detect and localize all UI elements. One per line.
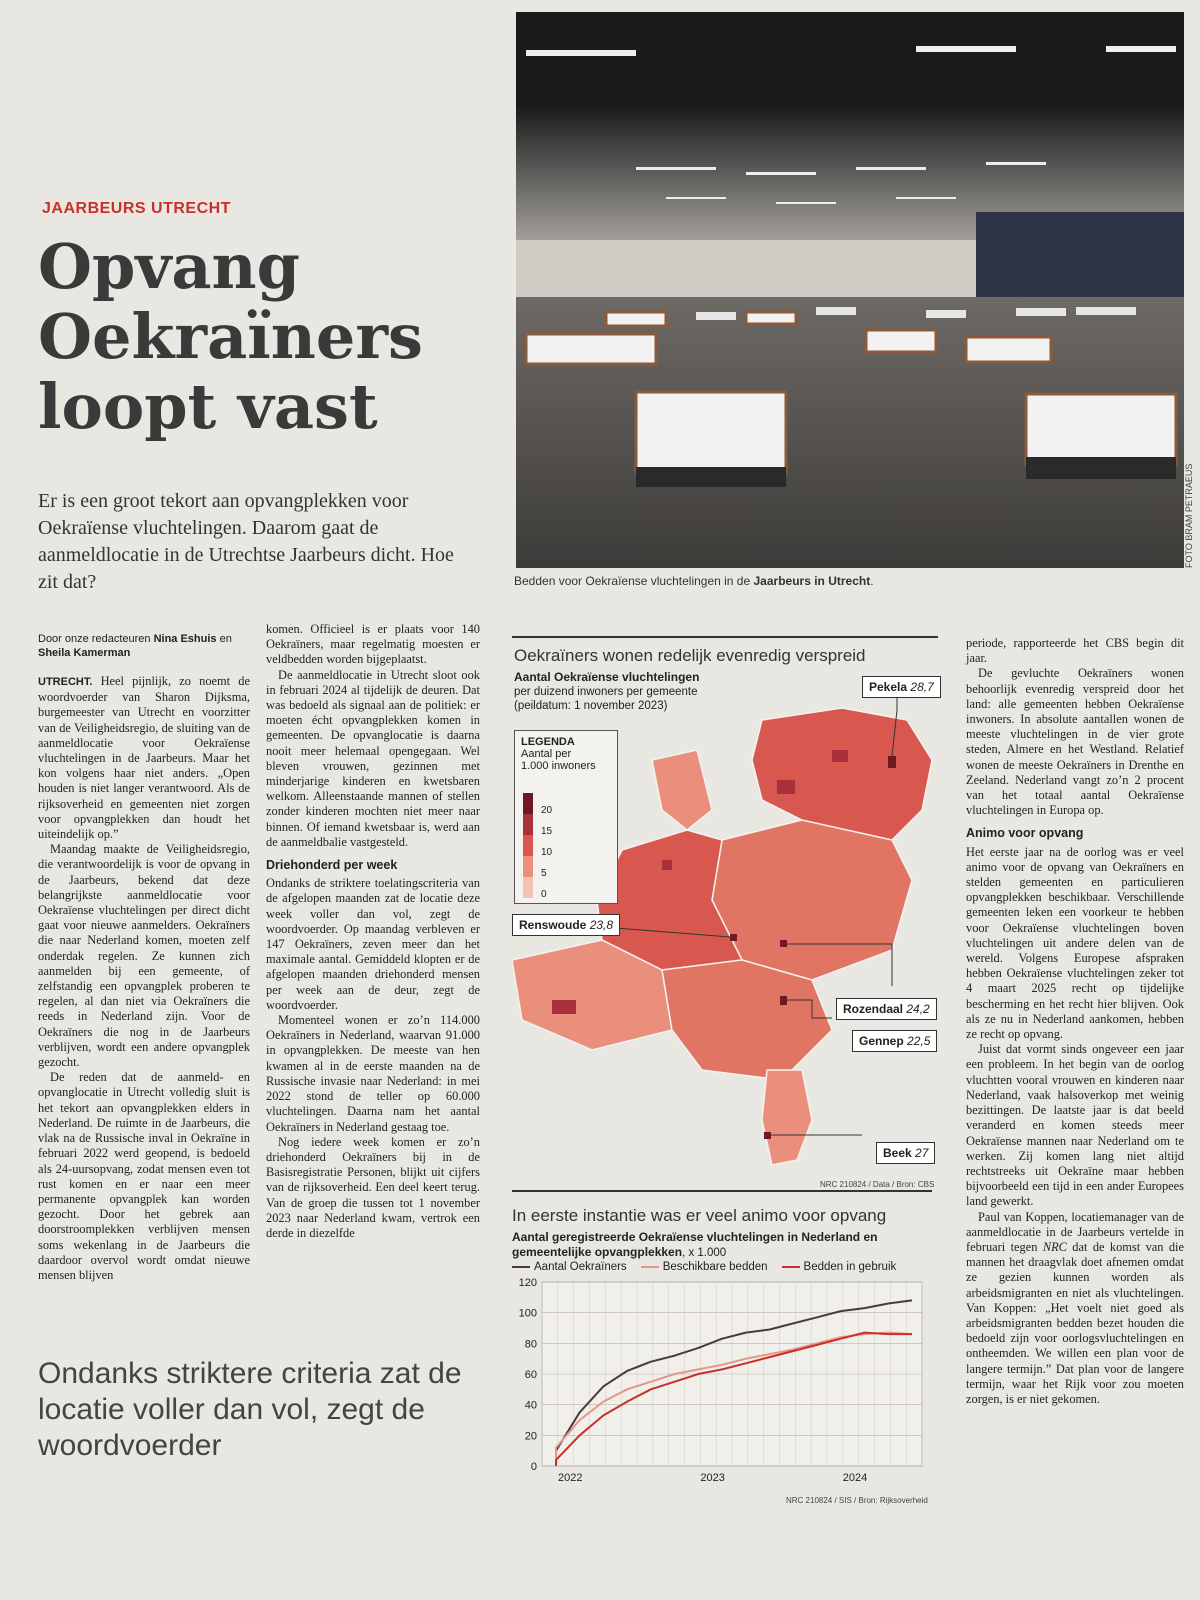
callout-value: 28,7 — [910, 680, 934, 694]
article-column-3 — [966, 636, 1184, 1407]
legend-entry — [641, 1261, 768, 1273]
y-tick-label: 100 — [518, 1307, 537, 1320]
paragraph-text: dat de komst van die mannen het draagvlak doet afnemen omdat ze gezien kunnen worden als arbeidsmigranten en niet als vluchtelingen. Van Koppen: „Het voelt niet goed als arbeidsmigranten bedden bezet houden die bedoeld zijn voor oorlogsvluchtelingen en ontheemden. We willen een plan voor de langere termijn.” Dat plan voor de langere termijn, waar het Rijk voor zou moeten zorgen, is er niet gekomen. — [966, 1239, 1184, 1406]
legend-scale — [523, 793, 552, 898]
legend-tick-label: 20 — [541, 805, 553, 816]
callout-name: Gennep — [859, 1034, 904, 1048]
section-kicker: JAARBEURS UTRECHT — [42, 200, 231, 217]
y-tick-label: 60 — [524, 1369, 537, 1381]
callout-beek — [876, 1142, 935, 1164]
article-photo — [516, 12, 1184, 568]
x-tick-label: 2024 — [842, 1472, 868, 1484]
photo-caption — [514, 574, 874, 588]
map-region-east — [712, 820, 912, 980]
map-marker-pekela — [888, 756, 896, 768]
headline-line-1: Opvang — [38, 230, 300, 303]
x-tick-label: 2022 — [557, 1472, 583, 1484]
legend-step — [523, 877, 552, 898]
paragraph — [38, 674, 250, 842]
line-chart — [506, 1276, 936, 1500]
legend-line-swatch — [641, 1266, 659, 1268]
y-tick-label: 0 — [530, 1461, 537, 1473]
legend-entry — [512, 1261, 627, 1273]
callout-gennep — [852, 1030, 937, 1052]
legend-subtitle-2: 1.000 inwoners — [521, 760, 596, 772]
map-region-south — [662, 960, 832, 1080]
map-region-north — [752, 708, 932, 840]
chart-title: In eerste instantie was er veel animo voor opvang — [512, 1206, 887, 1225]
callout-value: 27 — [915, 1146, 929, 1160]
callout-renswoude — [512, 914, 620, 936]
paragraph-text: Paul van Koppen, locatiemanager van de aanmeldlocatie in de Jaarbeurs vertelde in februari tegen — [966, 1209, 1184, 1254]
paragraph-text: Heel pijnlijk, zo noemt de woordvoerder van Sharon Dijksma, burgemeester van Utrecht en voorzitter van de Veiligheidsregio, de sluiting van de aanmeldlocatie voor Oekraïense vluchtelingen in de Jaarbeurs. Maar het kon volgens haar niet anders. „Open houden is niet langer verantwoord. Als de rijksoverheid en gemeenten niet zorgen voor opvangplekken dan houdt het uiteindelijk op.” — [38, 674, 250, 842]
subheading: Driehonderd per week — [266, 858, 398, 873]
callout-name: Rozendaal — [843, 1002, 904, 1016]
callout-rozendaal — [836, 998, 937, 1020]
y-tick-label: 40 — [524, 1399, 537, 1412]
headline-line-2: Oekraïners — [38, 300, 423, 373]
legend-swatch — [523, 814, 533, 835]
legend-tick-label: 0 — [541, 889, 547, 900]
dateline: UTRECHT. — [38, 676, 93, 688]
chart-source: NRC 210824 / SIS / Bron: Rijksoverheid — [786, 1496, 928, 1505]
article-intro: Er is een groot tekort aan opvangplekken voor Oekraïense vluchtelingen. Daarom gaat de aanmeldlocatie in de Utrechtse Jaarbeurs dicht. Hoe zit dat? — [38, 490, 454, 593]
paragraph: Maandag maakte de Veiligheidsregio, die verantwoordelijk is voor de opvang in de Jaarbeurs, bekend dat deze belangrijkste aanmeldlocatie voor Oekraïense vluchtelingen per direct dicht gaat voor nieuwe aanmelders. Oekraïners die naar Nederland komen, moeten zelf onderdak regelen. Ze kunnen zich aanmelden bij een gemeente, of zelfstandig een opvangplek proberen te regelen, al dan niet via Oekraïners die reeds in Nederland zijn. Voor de Oekraïners die nog in de Jaarbeurs verblijven, wordt een andere opvangplek gezocht. — [38, 842, 250, 1070]
map-legend — [514, 730, 618, 904]
legend-tick-label: 15 — [541, 826, 553, 837]
paragraph: Juist dat vormt sinds ongeveer een jaar een probleem. In het begin van de oorlog vluchtten vooral vrouwen en kinderen naar Nederland, vaak halsoverkop met weinig bezittingen. De laatste jaar is dat beeld veranderd en komen steeds meer Oekraïense mannen naar Nederland om te werken. Zij komen lang niet altijd rechtstreeks uit Oekraïne maar hebben bijvoorbeeld een tijd in een ander Europees land gewerkt. — [966, 1042, 1184, 1209]
map-hotspot — [832, 750, 848, 762]
legend-title: LEGENDA — [521, 736, 575, 748]
map-marker-beek — [764, 1132, 771, 1139]
legend-label: Beschikbare bedden — [662, 1261, 768, 1273]
legend-tick-label: 5 — [541, 868, 547, 879]
callout-pekela — [862, 676, 941, 698]
legend-swatch — [523, 835, 533, 856]
map-title: Oekraïners wonen redelijk evenredig verspreid — [514, 646, 866, 665]
x-tick-label: 2023 — [700, 1472, 725, 1484]
paragraph: Nog iedere week komen er zo’n driehonderd Oekraïners bij in de Basisregistratie Personen, blijkt uit cijfers van de rijksoverheid. Een deel keert terug. Van de groep die tussen tot 1 november 2023 naar Nederland kwam, vertrok een derde in diezelfde — [266, 1134, 480, 1240]
map-hotspot — [662, 860, 672, 870]
byline — [38, 632, 250, 660]
publication-name: NRC — [1042, 1239, 1067, 1254]
legend-step — [523, 793, 552, 814]
map-marker-rozendaal — [780, 940, 787, 947]
paragraph: komen. Officieel is er plaats voor 140 Oekraïners, maar regelmatig moesten er veldbedden worden bijgeplaatst. — [266, 622, 480, 667]
byline-prefix: Door onze redacteuren — [38, 633, 154, 645]
map-region-northwest — [652, 750, 712, 830]
paragraph: De reden dat de aanmeld- en opvanglocatie in Utrecht volledig sluit is het tekort aan opvangplekken elders in Nederland. De ruimte in de Jaarbeurs, die vlak na de Russische inval in Oekraïne in februari 2022 werd geopend, is bedoeld als 24-uursopvang, zodat mensen even tot rust komen en er naar een meer permanente opvangplek kan worden gezocht. Door het gebrek aan doorstroomplekken verblijven mensen soms wekenlang in de Jaarbeurs die daardoor overvol wordt omdat nieuwe mensen blijven — [38, 1070, 250, 1282]
paragraph: Momenteel wonen er zo’n 114.000 Oekraïners in Nederland, waarvan 91.000 in opvangplekken. De meeste van hen kwamen al in de eerste maanden na de Russische invasie naar Nederland: in mei 2022 stond de teller op 60.000 vluchtelingen. Daarna nam het aantal Oekraïners in Nederland gestaag toe. — [266, 1013, 480, 1134]
callout-value: 24,2 — [906, 1002, 930, 1016]
paragraph: Het eerste jaar na de oorlog was er veel animo voor de opvang van Oekraïners en stelden gemeenten en particulieren opvangplekken beschikbaar. Verschillende gemeenten leken een voorkeur te hebben voor Oekraïense vluchtelingen boven vluchtelingen uit andere delen van de wereld. Volgens Europese afspraken hebben Oekraïense vluchtelingen zeker tot 4 maart 2025 recht op tijdelijke bescherming en het recht hier blijven. Ook als ze nu in Nederland aankomen, hebben ze recht op opvang. — [966, 844, 1184, 1042]
callout-name: Pekela — [869, 680, 908, 694]
y-tick-label: 20 — [524, 1430, 537, 1443]
chart-rule — [512, 1190, 932, 1192]
map-source: NRC 210824 / Data / Bron: CBS — [820, 1180, 935, 1189]
caption-end: . — [870, 574, 874, 588]
legend-line-swatch — [512, 1266, 530, 1268]
paragraph — [966, 1210, 1184, 1408]
legend-subtitle-1: Aantal per — [521, 748, 572, 760]
map-subtitle-bold: Aantal Oekraïense vluchtelingen — [514, 670, 700, 684]
map-subtitle-line: per duizend inwoners per gemeente — [514, 686, 698, 698]
article-column-1 — [38, 674, 250, 1283]
map-region-limburg — [762, 1070, 812, 1165]
caption-text: Bedden voor Oekraïense vluchtelingen in de — [514, 574, 754, 588]
map-marker-renswoude — [730, 934, 737, 941]
photo-illustration — [516, 12, 1184, 568]
map-hotspot — [777, 780, 795, 794]
caption-bold: Jaarbeurs in Utrecht — [753, 574, 871, 588]
subheading: Animo voor opvang — [966, 826, 1084, 841]
byline-and: en — [216, 633, 232, 645]
chart-legend — [512, 1260, 910, 1274]
legend-swatch — [523, 856, 533, 877]
author-2: Sheila Kamerman — [38, 647, 131, 659]
legend-line-swatch — [782, 1266, 800, 1268]
paragraph: De aanmeldlocatie in Utrecht sloot ook in februari 2024 al tijdelijk de deuren. Dat was bedoeld als signaal aan de politiek: er moeten écht opvangplekken komen in gemeenten. De opvanglocatie is daarna nooit meer helemaal opengegaan. Wel bleven vrouwen, gezinnen met minderjarige kinderen en kwetsbaren welkom. Alleenstaande mannen of stellen zonder kinderen mochten niet meer naar binnen. Of iemand kwetsbaar is, werd aan de aanmeldbalie vastgesteld. — [266, 667, 480, 849]
article-column-2 — [266, 622, 480, 1241]
paragraph: Ondanks de striktere toelatingscriteria van de afgelopen maanden zat de locatie deze week voller dan vol, zegt de woordvoerder. Op maandag verbleven er 147 Oekraïners, zeven meer dan het maximale aantal. Gemiddeld klopten er de afgelopen maanden driehonderd mensen per week aan de deur, zegt de woordvoerder. — [266, 876, 480, 1012]
graphic-rule — [512, 636, 938, 638]
map-hotspot — [552, 1000, 576, 1014]
paragraph: De gevluchte Oekraïners wonen behoorlijk evenredig verspreid door het land: alle gemeenten hebben Oekraïense inwoners. In absolute aantallen wonen de meeste vluchtelingen in de vier grote steden, Almere en het Westland. Relatief wonen de meeste Oekraïners in Drenthe en Zeeland. Nederland vangt zo’n 2 procent van het totaal aantal Oekraïense vluchtelingen in Europa op. — [966, 666, 1184, 818]
headline-line-3: loopt vast — [38, 370, 378, 443]
y-tick-label: 80 — [524, 1338, 537, 1351]
legend-swatch — [523, 877, 533, 898]
legend-step — [523, 814, 552, 835]
legend-label: Bedden in gebruik — [803, 1261, 897, 1273]
map-subtitle-line: (peildatum: 1 november 2023) — [514, 700, 668, 712]
callout-name: Beek — [883, 1146, 912, 1160]
pull-quote: Ondanks striktere criteria zat de locatie voller dan vol, zegt de woordvoerder — [38, 1357, 462, 1462]
legend-swatch — [523, 793, 533, 814]
legend-tick-label: 10 — [541, 847, 553, 858]
legend-step — [523, 835, 552, 856]
chart-subtitle-bold: Aantal geregistreerde Oekraïense vluchtelingen in Nederland en gemeentelijke opvangplekken — [512, 1230, 878, 1259]
paragraph: periode, rapporteerde het CBS begin dit jaar. — [966, 636, 1184, 666]
map-marker-gennep — [780, 996, 787, 1005]
author-1: Nina Eshuis — [153, 633, 217, 645]
legend-step — [523, 856, 552, 877]
photo-credit: FOTO BRAM PETRAEUS — [1184, 463, 1194, 568]
legend-entry — [782, 1261, 897, 1273]
chart-subtitle-unit: , x 1.000 — [682, 1247, 727, 1259]
article-headline — [38, 232, 478, 442]
chart-subtitle — [512, 1230, 912, 1260]
callout-value: 23,8 — [589, 918, 614, 932]
callout-value: 22,5 — [907, 1034, 931, 1048]
legend-label: Aantal Oekraïners — [534, 1261, 627, 1273]
callout-name: Renswoude — [519, 918, 587, 932]
y-tick-label: 120 — [518, 1277, 537, 1289]
